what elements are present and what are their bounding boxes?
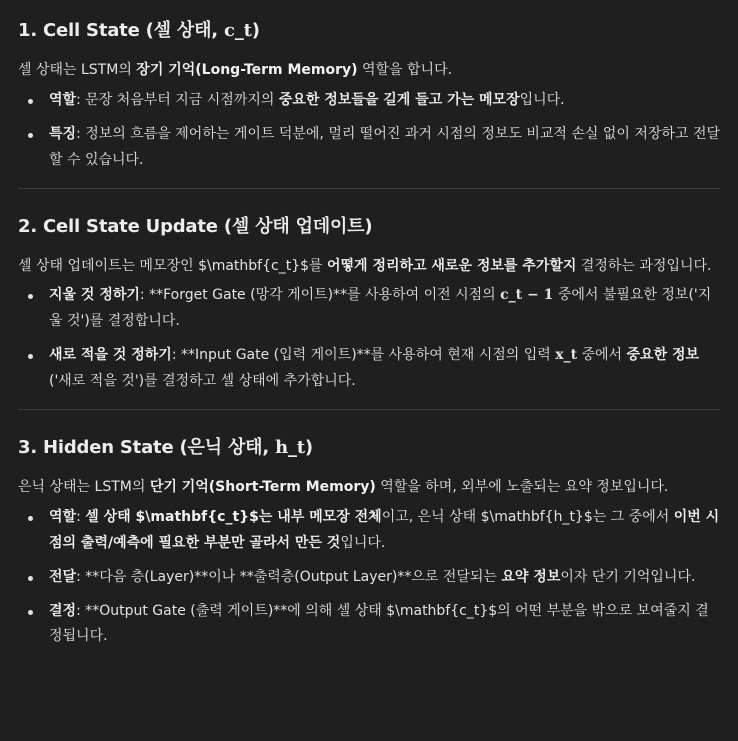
text-run: ('새로 적을 것')를 결정하고 셀 상태에 추가합니다. (49, 373, 356, 390)
text-run: : 문장 처음부터 지금 시점까지의 (76, 91, 279, 108)
text-run: 역할을 하며, 외부에 노출되는 요약 정보입니다. (375, 479, 669, 496)
section-intro (18, 475, 720, 501)
list-item (18, 283, 720, 335)
text-run: : **Forget Gate (망각 게이트)**를 사용하여 이전 시점의 (139, 287, 501, 304)
bullet-dot (28, 294, 33, 299)
bullet-list (18, 88, 720, 174)
bold-text: 역할 (49, 508, 77, 525)
text-run: : (76, 508, 86, 525)
text-run: 이자 단기 기억입니다. (560, 568, 696, 585)
heading-text: 2. Cell State Update (셀 상태 업데이트) (18, 215, 373, 237)
bullet-dot (28, 99, 33, 104)
divider (18, 188, 720, 189)
list-item-text (49, 287, 711, 329)
section-cell-state-update (18, 213, 720, 395)
bullet-dot (28, 354, 33, 359)
text-run: 역할을 합니다. (357, 62, 453, 78)
divider (18, 409, 720, 410)
list-item-text (49, 347, 699, 389)
bullet-dot (28, 133, 33, 138)
bullet-list (18, 505, 720, 650)
text-run: 이고, 은닉 상태 $\mathbf{h_t}$는 그 중에서 (381, 508, 674, 525)
text-run: 중에서 불필요한 정보('지울 것')를 결정합니다. (49, 287, 712, 330)
text-run: 셀 상태는 LSTM의 (18, 62, 137, 78)
heading-math: c_t (224, 20, 252, 41)
bold-text: 역할 (49, 91, 77, 108)
section-intro (18, 58, 720, 84)
bold-text: 이번 시점의 출력/예측에 필요한 부분만 골라서 만든 것 (49, 508, 720, 551)
bullet-dot (28, 610, 33, 615)
text-run: 중에서 (577, 347, 627, 364)
list-item-text (49, 603, 709, 645)
text-run: 결정하는 과정입니다. (576, 257, 712, 274)
bold-text: 셀 상태 $\mathbf{c_t}$는 내부 메모장 전체 (85, 508, 382, 525)
text-run: : 정보의 흐름을 제어하는 게이트 덕분에, 멀리 떨어진 과거 시점의 정보도 비교적 손실 없이 저장하고 전달할 수 있습니다. (49, 125, 720, 168)
bold-text: 어떻게 정리하고 새로운 정보를 추가할지 (327, 257, 577, 274)
section-heading (18, 17, 720, 44)
bullet-list (18, 283, 720, 395)
bold-text: 장기 기억(Long-Term Memory) (136, 62, 358, 78)
list-item (18, 343, 720, 395)
bold-text: 중요한 정보 (626, 347, 700, 364)
list-item-text (49, 126, 720, 168)
text-run: 셀 상태 업데이트는 메모장인 $\mathbf{c_t}$를 (18, 257, 327, 274)
bold-text: 중요한 정보들을 길게 들고 가는 메모장 (278, 91, 520, 108)
bold-text: 지울 것 정하기 (49, 287, 140, 304)
inline-math: x_t (555, 347, 578, 364)
section-heading (18, 434, 720, 461)
bold-text: 단기 기억(Short-Term Memory) (149, 479, 376, 496)
heading-text: 3. Hidden State (은닉 상태, (18, 437, 276, 459)
heading-close: ) (251, 20, 260, 41)
bold-text: 결정 (49, 602, 77, 619)
list-item (18, 505, 720, 557)
list-item (18, 88, 720, 114)
section-cell-state (18, 17, 720, 174)
bold-text: 특징 (49, 125, 77, 142)
list-item-text (49, 569, 695, 585)
list-item (18, 599, 720, 651)
inline-math: c_t − 1 (500, 287, 554, 304)
bullet-dot (28, 516, 33, 521)
bold-text: 새로 적을 것 정하기 (49, 347, 172, 364)
list-item (18, 565, 720, 591)
list-item-text (49, 509, 719, 551)
section-hidden-state (18, 434, 720, 650)
section-intro (18, 254, 720, 280)
list-item (18, 122, 720, 174)
list-item-text (49, 92, 565, 108)
text-run: 입니다. (340, 534, 386, 551)
bold-text: 전달 (49, 568, 77, 585)
heading-text: 1. Cell State (셀 상태, (18, 20, 225, 41)
text-run: : **Output Gate (출력 게이트)**에 의해 셀 상태 $\mathbf{c_t}$의 어떤 부분을 밖으로 보여줄지 결정됩니다. (49, 602, 709, 645)
heading-close: ) (304, 437, 313, 459)
text-run: 은닉 상태는 LSTM의 (18, 479, 150, 496)
text-run: : **Input Gate (입력 게이트)**를 사용하여 현재 시점의 입력 (171, 347, 556, 364)
bold-text: 요약 정보 (501, 568, 561, 585)
heading-math: h_t (275, 437, 305, 459)
text-run: : **다음 층(Layer)**이나 **출력층(Output Layer)**으로 전달되는 (76, 568, 502, 585)
text-run: 입니다. (519, 91, 565, 108)
bullet-dot (28, 576, 33, 581)
section-heading (18, 213, 720, 240)
